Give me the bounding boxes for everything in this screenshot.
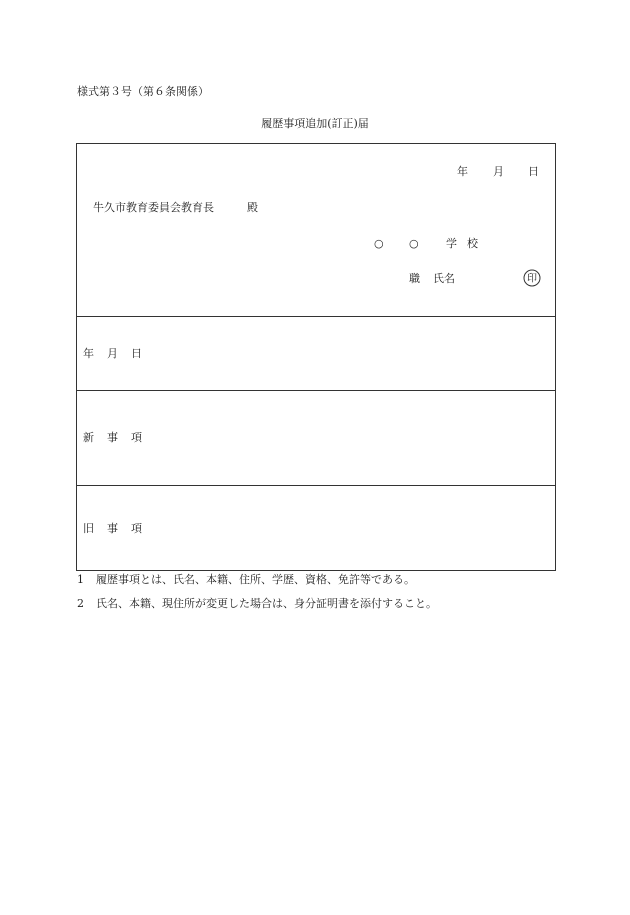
position-label: 職: [409, 272, 420, 285]
document-title: 履歴事項追加(訂正)届: [261, 117, 369, 130]
name-label: 氏名: [433, 272, 455, 285]
seal-label: 印: [527, 273, 537, 285]
submission-day-label: 日: [528, 165, 539, 178]
old-item-label-char-2: 事: [107, 522, 118, 535]
new-item-label-char-2: 事: [107, 431, 118, 444]
seal-icon: [523, 269, 541, 287]
recipient-name: 牛久市教育委員会教育長: [93, 201, 214, 214]
submission-year-label: 年: [457, 165, 468, 178]
note-1-number: 1: [77, 573, 84, 586]
old-item-label-char-3: 項: [131, 522, 142, 535]
note-2: [77, 598, 437, 609]
new-item-label-char-1: 新: [83, 431, 94, 444]
new-item-label-char-3: 項: [131, 431, 142, 444]
old-item-label-char-1: 旧: [83, 522, 94, 535]
note-1: [77, 574, 415, 585]
row-divider-1: [77, 316, 555, 317]
recipient-honorific: 殿: [247, 201, 258, 214]
date-row-year-label: 年: [83, 347, 94, 360]
note-2-number: 2: [77, 597, 84, 610]
row-divider-2: [77, 390, 555, 391]
school-label-gaku: 学: [446, 237, 457, 250]
school-name-placeholder-1: ○: [374, 237, 384, 250]
note-1-text: 履歴事項とは、氏名、本籍、住所、学歴、資格、免許等である。: [96, 573, 415, 586]
school-label-kou: 校: [467, 237, 478, 250]
note-2-text: 氏名、本籍、現住所が変更した場合は、身分証明書を添付すること。: [96, 597, 437, 610]
date-row-month-label: 月: [107, 347, 118, 360]
submission-month-label: 月: [493, 165, 504, 178]
date-row-day-label: 日: [131, 347, 142, 360]
school-name-placeholder-2: ○: [409, 237, 419, 250]
row-divider-3: [77, 485, 555, 486]
form-number: 様式第３号（第６条関係）: [77, 85, 209, 98]
